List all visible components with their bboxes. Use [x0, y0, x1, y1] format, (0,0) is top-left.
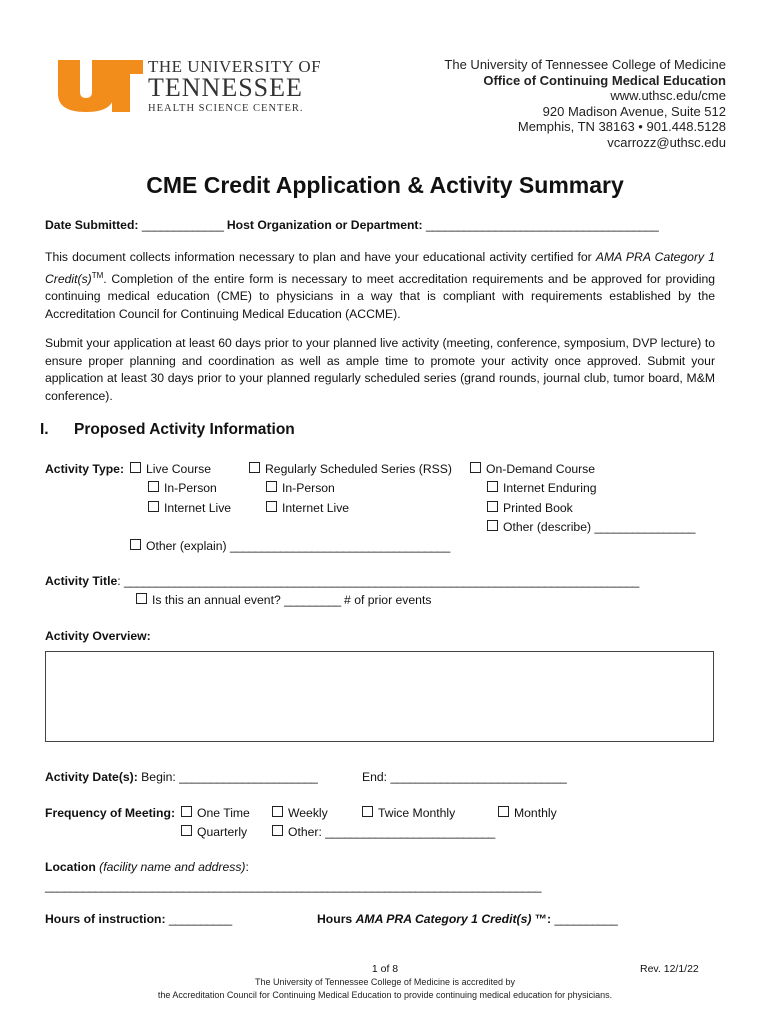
intro-p1-b: . Completion of the entire form is necessary to meet accreditation requirements and be approved for providing continuing medical education (CME) to physicians in a way that is compliant with requirements established by the Accreditation Council for Continuing Medical Education (ACCME). — [45, 271, 715, 321]
rss-label: Regularly Scheduled Series (RSS) — [265, 462, 452, 476]
checkbox-rss[interactable] — [249, 461, 452, 478]
date-submitted-field[interactable]: _____________ — [141, 218, 224, 232]
intro-p1-tm: TM — [91, 270, 104, 280]
begin-label: Begin: — [141, 770, 176, 784]
checkbox-one-time[interactable] — [181, 805, 250, 822]
wordmark-line1: THE UNIVERSITY OF — [148, 57, 322, 76]
rss-in-person-label: In-Person — [282, 481, 335, 495]
office-street: 920 Madison Avenue, Suite 512 — [542, 103, 726, 119]
internet-enduring-label: Internet Enduring — [503, 481, 597, 495]
checkbox-weekly[interactable] — [272, 805, 328, 822]
intro-paragraph-2: Submit your application at least 60 days prior to your planned live activity (meeting, conference, symposium, DVP lecture) to ensure proper planning and coordination as well as ample time to promote your activity once approved. Submit your application at least 30 days prior to your planned regularly scheduled series (grand rounds, journal club, tumor board, M&M conference). — [45, 336, 715, 403]
prior-events-field[interactable]: _________ — [284, 593, 341, 607]
one-time-label: One Time — [197, 806, 250, 820]
live-internet-label: Internet Live — [164, 501, 232, 515]
checkbox-annual-event[interactable] — [136, 592, 431, 609]
credit-hours-field[interactable]: __________ — [554, 912, 618, 926]
checkbox-icon[interactable] — [272, 806, 283, 817]
office-name: Office of Continuing Medical Education — [483, 72, 726, 88]
activity-type-label-text: Activity Type — [45, 462, 120, 476]
checkbox-icon[interactable] — [266, 481, 277, 492]
host-org-label: Host Organization or Department: — [226, 218, 423, 232]
checkbox-icon[interactable] — [498, 806, 509, 817]
checkbox-icon[interactable] — [470, 462, 481, 473]
checkbox-monthly[interactable] — [498, 805, 557, 822]
checkbox-live-in-person[interactable] — [148, 480, 217, 497]
checkbox-icon[interactable] — [136, 593, 147, 604]
location-hint: (facility name and address) — [99, 860, 246, 874]
frequency-label: Frequency of Meeting: — [45, 806, 176, 820]
credit-hours-tm: ™: — [534, 912, 552, 926]
prior-events-label: # of prior events — [344, 593, 432, 607]
checkbox-icon[interactable] — [266, 501, 277, 512]
location-label: Location — [45, 860, 96, 874]
revision-date: Rev. 12/1/22 — [640, 963, 699, 975]
office-email[interactable]: vcarrozz@uthsc.edu — [607, 134, 726, 150]
page-number: 1 of 8 — [371, 963, 399, 975]
checkbox-twice-monthly[interactable] — [362, 805, 455, 822]
weekly-label: Weekly — [288, 806, 328, 820]
frequency-other-label: Other: — [288, 825, 322, 839]
checkbox-icon[interactable] — [272, 825, 283, 836]
checkbox-other-explain[interactable] — [130, 538, 450, 555]
footer-line-2: the Accreditation Council for Continuing Medical Education to provide continuing medical education for physicians. — [157, 990, 613, 1000]
office-website[interactable]: www.uthsc.edu/cme — [610, 88, 726, 103]
activity-title-field[interactable]: __________________________________________________________________________________ — [124, 574, 639, 588]
activity-title-label: Activity Title — [45, 574, 118, 588]
section-number: I. — [40, 421, 49, 438]
other-explain-field[interactable]: ___________________________________ — [230, 539, 450, 553]
checkbox-on-demand[interactable] — [470, 461, 595, 478]
credit-hours-label-a: Hours — [317, 912, 353, 926]
host-org-field[interactable]: _____________________________________ — [425, 218, 659, 232]
location-field[interactable]: _______________________________________________________________________________ — [45, 879, 541, 893]
checkbox-icon[interactable] — [487, 481, 498, 492]
checkbox-icon[interactable] — [148, 501, 159, 512]
checkbox-rss-internet[interactable] — [266, 500, 349, 517]
activity-dates-label: Activity Date(s): — [45, 770, 138, 784]
checkbox-icon[interactable] — [130, 462, 141, 473]
checkbox-frequency-other[interactable] — [272, 824, 495, 841]
checkbox-icon[interactable] — [130, 539, 141, 550]
rss-internet-label: Internet Live — [282, 501, 350, 515]
on-demand-label: On-Demand Course — [486, 462, 596, 476]
hours-instruction-label: Hours of instruction: — [45, 912, 166, 926]
footer-line-1: The University of Tennessee College of Medicine is accredited by — [255, 977, 515, 987]
page-title: CME Credit Application & Activity Summary — [146, 172, 624, 198]
other-explain-label: Other (explain) — [146, 539, 227, 553]
checkbox-icon[interactable] — [181, 825, 192, 836]
checkbox-icon[interactable] — [148, 481, 159, 492]
checkbox-icon[interactable] — [362, 806, 373, 817]
office-address — [444, 57, 726, 150]
end-label: End: — [362, 770, 388, 784]
checkbox-icon[interactable] — [181, 806, 192, 817]
live-in-person-label: In-Person — [164, 481, 217, 495]
live-course-label: Live Course — [146, 462, 212, 476]
checkbox-printed-book[interactable] — [487, 500, 573, 517]
intro-paragraph-1 — [45, 249, 715, 323]
end-date-field[interactable]: ____________________________ — [390, 770, 567, 784]
twice-monthly-label: Twice Monthly — [378, 806, 456, 820]
activity-title-row: Activity Title: __________________________________________________________________________________ — [45, 574, 639, 588]
activity-overview-textarea[interactable] — [45, 651, 714, 742]
credit-hours-row — [317, 911, 617, 928]
checkbox-icon[interactable] — [487, 520, 498, 531]
monthly-label: Monthly — [514, 806, 557, 820]
hours-instruction-row — [45, 911, 232, 928]
ut-logo-mark — [58, 60, 143, 112]
checkbox-live-course[interactable] — [130, 461, 211, 478]
intro-p1-a: This document collects information necessary to plan and have your educational activity certified for — [45, 250, 596, 264]
hours-instruction-field[interactable]: __________ — [168, 912, 232, 926]
location-label-row: Location (facility name and address): — [45, 860, 249, 874]
checkbox-rss-in-person[interactable] — [266, 480, 335, 497]
printed-book-label: Printed Book — [503, 501, 573, 515]
college-name: The University of Tennessee College of Medicine — [444, 57, 726, 72]
other-describe-field[interactable]: ________________ — [594, 520, 695, 534]
checkbox-icon[interactable] — [249, 462, 260, 473]
checkbox-icon[interactable] — [487, 501, 498, 512]
activity-type-label: Activity Type: — [45, 462, 125, 476]
wordmark-line3: HEALTH SCIENCE CENTER. — [148, 103, 304, 114]
frequency-other-field[interactable]: ___________________________ — [325, 825, 495, 839]
wordmark-line2: TENNESSEE — [148, 73, 303, 102]
section-title: Proposed Activity Information — [74, 421, 295, 438]
university-wordmark — [148, 58, 321, 116]
quarterly-label: Quarterly — [197, 825, 248, 839]
credit-hours-label-em: AMA PRA Category 1 Credit(s) — [355, 912, 532, 926]
other-describe-label: Other (describe) — [503, 520, 592, 534]
activity-dates-end — [362, 769, 566, 786]
checkbox-internet-enduring[interactable] — [487, 480, 597, 497]
intro-p1-em: AMA PRA Category 1 Credit(s) — [45, 250, 715, 286]
date-submitted-label: Date Submitted: — [45, 218, 139, 232]
activity-dates-begin — [45, 769, 317, 786]
checkbox-quarterly[interactable] — [181, 824, 247, 841]
annual-event-label: Is this an annual event? — [152, 593, 281, 607]
activity-overview-label: Activity Overview: — [45, 629, 151, 643]
date-host-row — [45, 217, 658, 234]
begin-date-field[interactable]: ______________________ — [179, 770, 318, 784]
checkbox-other-describe[interactable] — [487, 519, 695, 536]
office-city-phone: Memphis, TN 38163 • 901.448.5128 — [517, 119, 726, 134]
checkbox-live-internet[interactable] — [148, 500, 231, 517]
